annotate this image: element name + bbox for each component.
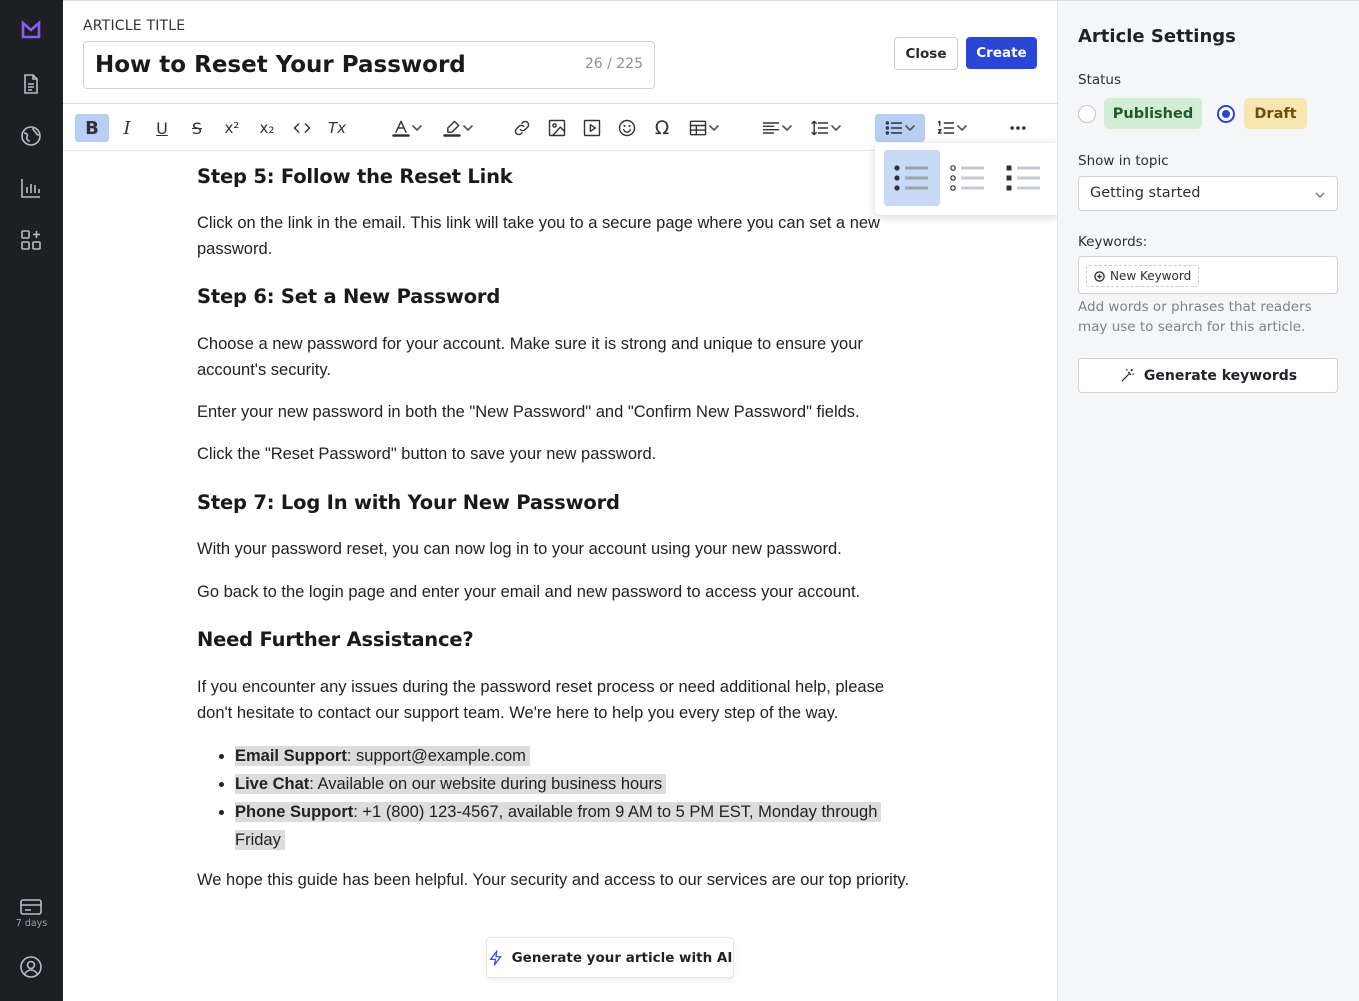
superscript-icon: x² (224, 119, 240, 137)
chevron-down-icon (904, 122, 916, 134)
bold-button[interactable] (75, 114, 109, 142)
bullet-style-disc[interactable] (884, 150, 940, 206)
emoji-button[interactable] (614, 114, 640, 142)
bullet-style-popup (875, 143, 1061, 215)
generate-keywords-label: Generate keywords (1143, 367, 1298, 384)
subscript-button[interactable] (254, 114, 280, 142)
clear-format-button[interactable] (324, 114, 350, 142)
generate-article-ai-button[interactable] (486, 937, 734, 978)
paragraph-closing: We hope this guide has been helpful. Your security and access to our services are our top priority. (197, 871, 910, 889)
bullet-list-icon (884, 118, 904, 138)
video-icon (582, 118, 602, 138)
keywords-input[interactable] (1078, 256, 1338, 294)
code-button[interactable] (289, 114, 315, 142)
support-item-text: : support@example.com (346, 747, 526, 765)
billing-icon[interactable] (17, 893, 45, 921)
support-item-label: Live Chat (235, 775, 310, 793)
table-button[interactable] (683, 114, 725, 142)
paragraph-need-help: If you encounter any issues during the password reset process or need additional help, please don't hesitate to contact our support team. We're here to help you every step of the way. (197, 678, 885, 722)
status-published-radio[interactable] (1078, 105, 1096, 123)
topic-select[interactable] (1078, 176, 1338, 211)
code-icon (292, 118, 312, 138)
underline-icon: U (156, 118, 168, 138)
integrations-icon[interactable] (17, 226, 45, 254)
status-draft-radio[interactable] (1217, 105, 1235, 123)
heading-need-help: Need Further Assistance? (197, 628, 474, 651)
trial-days-label: 7 days (15, 918, 48, 929)
line-height-icon (810, 118, 830, 138)
image-icon (547, 118, 567, 138)
generate-keywords-button[interactable] (1078, 358, 1338, 393)
chevron-down-icon (462, 122, 474, 134)
chevron-down-icon (956, 122, 968, 134)
square-list-icon (1006, 163, 1042, 193)
strikethrough-button[interactable] (185, 114, 209, 142)
settings-title: Article Settings (1078, 26, 1236, 47)
paragraph-step7a: With your password reset, you can now log in to your account using your new password. (197, 540, 842, 558)
numbered-list-button[interactable] (931, 114, 973, 142)
strikethrough-icon: S (191, 118, 203, 138)
status-draft-badge[interactable]: Draft (1244, 98, 1307, 129)
bold-icon: B (85, 117, 99, 139)
new-keyword-label: New Keyword (1110, 269, 1192, 283)
editor-header (63, 0, 1057, 103)
special-character-button[interactable] (649, 114, 675, 142)
heading-step7: Step 7: Log In with Your New Password (197, 491, 620, 514)
topic-select-value: Getting started (1090, 185, 1201, 201)
title-char-count: 26 / 225 (584, 56, 643, 72)
list-item (235, 742, 917, 770)
paragraph-step6b: Enter your new password in both the "New Password" and "Confirm New Password" fields. (197, 403, 860, 421)
clear-format-icon: Tx (327, 119, 347, 137)
support-list (217, 742, 917, 854)
left-rail (0, 0, 63, 1001)
add-circle-icon (1094, 271, 1105, 282)
more-horizontal-icon (1008, 118, 1028, 138)
underline-button[interactable] (150, 114, 174, 142)
paragraph-step7b: Go back to the login page and enter your email and new password to access your account. (197, 583, 861, 601)
bullet-style-circle[interactable] (940, 150, 996, 206)
highlight-color-button[interactable] (435, 114, 481, 142)
table-icon (688, 118, 708, 138)
globe-icon[interactable] (17, 122, 45, 150)
video-button[interactable] (579, 114, 605, 142)
heading-step5: Step 5: Follow the Reset Link (197, 165, 513, 188)
paragraph-step5: Click on the link in the email. This link will take you to a secure page where you can set a new password. (197, 214, 880, 258)
disc-list-icon (894, 163, 930, 193)
chevron-down-icon (781, 122, 793, 134)
circle-list-icon (950, 163, 986, 193)
line-height-button[interactable] (805, 114, 847, 142)
new-keyword-tag[interactable] (1086, 265, 1199, 287)
italic-icon: I (123, 117, 131, 139)
keywords-help-text: Add words or phrases that readers may use to search for this article. (1078, 299, 1312, 335)
numbered-list-icon (936, 118, 956, 138)
align-button[interactable] (757, 114, 797, 142)
article-title-input[interactable] (83, 41, 655, 89)
generate-article-ai-label: Generate your article with AI (511, 949, 733, 966)
paragraph-step6c: Click the "Reset Password" button to save your new password. (197, 445, 657, 463)
support-item-text: : +1 (800) 123-4567, available from 9 AM to 5 PM EST, Monday through Friday (235, 803, 878, 849)
bullet-list-button[interactable] (875, 114, 925, 142)
heading-step6: Step 6: Set a New Password (197, 285, 501, 308)
superscript-button[interactable] (219, 114, 245, 142)
chevron-down-icon (830, 122, 842, 134)
image-button[interactable] (544, 114, 570, 142)
status-published-badge[interactable]: Published (1104, 98, 1202, 129)
article-title-value[interactable]: How to Reset Your Password (95, 52, 466, 78)
emoji-icon (617, 118, 637, 138)
chevron-down-icon (411, 122, 423, 134)
magic-wand-icon (1119, 367, 1136, 384)
topic-label: Show in topic (1078, 153, 1169, 169)
align-left-icon (761, 118, 781, 138)
article-settings-panel (1057, 0, 1359, 1001)
articles-icon[interactable] (17, 70, 45, 98)
highlighter-icon (442, 118, 462, 138)
chevron-down-icon (1314, 189, 1326, 201)
article-title-label: ARTICLE TITLE (83, 18, 186, 34)
analytics-icon[interactable] (17, 174, 45, 202)
list-item (235, 798, 917, 854)
list-item (235, 770, 917, 798)
italic-button[interactable] (115, 114, 139, 142)
link-button[interactable] (509, 114, 535, 142)
user-account-icon[interactable] (17, 953, 45, 981)
omega-icon: Ω (654, 117, 670, 139)
app-logo-icon[interactable] (17, 16, 45, 44)
status-label: Status (1078, 72, 1122, 88)
link-icon (512, 118, 532, 138)
lightning-icon (488, 950, 504, 966)
support-item-label: Phone Support (235, 803, 354, 821)
more-options-button[interactable] (1005, 114, 1031, 142)
chevron-down-icon (708, 122, 720, 134)
paragraph-step6a: Choose a new password for your account. Make sure it is strong and unique to ensure your account's security. (197, 335, 863, 379)
support-item-text: : Available on our website during business hours (309, 775, 663, 793)
create-button[interactable]: Create (966, 37, 1037, 69)
bullet-style-square[interactable] (996, 150, 1052, 206)
support-item-label: Email Support (235, 747, 347, 765)
text-color-button[interactable] (383, 114, 431, 142)
keywords-label: Keywords: (1078, 234, 1148, 250)
close-button[interactable]: Close (894, 37, 958, 70)
subscript-icon: x₂ (259, 119, 275, 137)
text-color-icon (391, 118, 411, 138)
